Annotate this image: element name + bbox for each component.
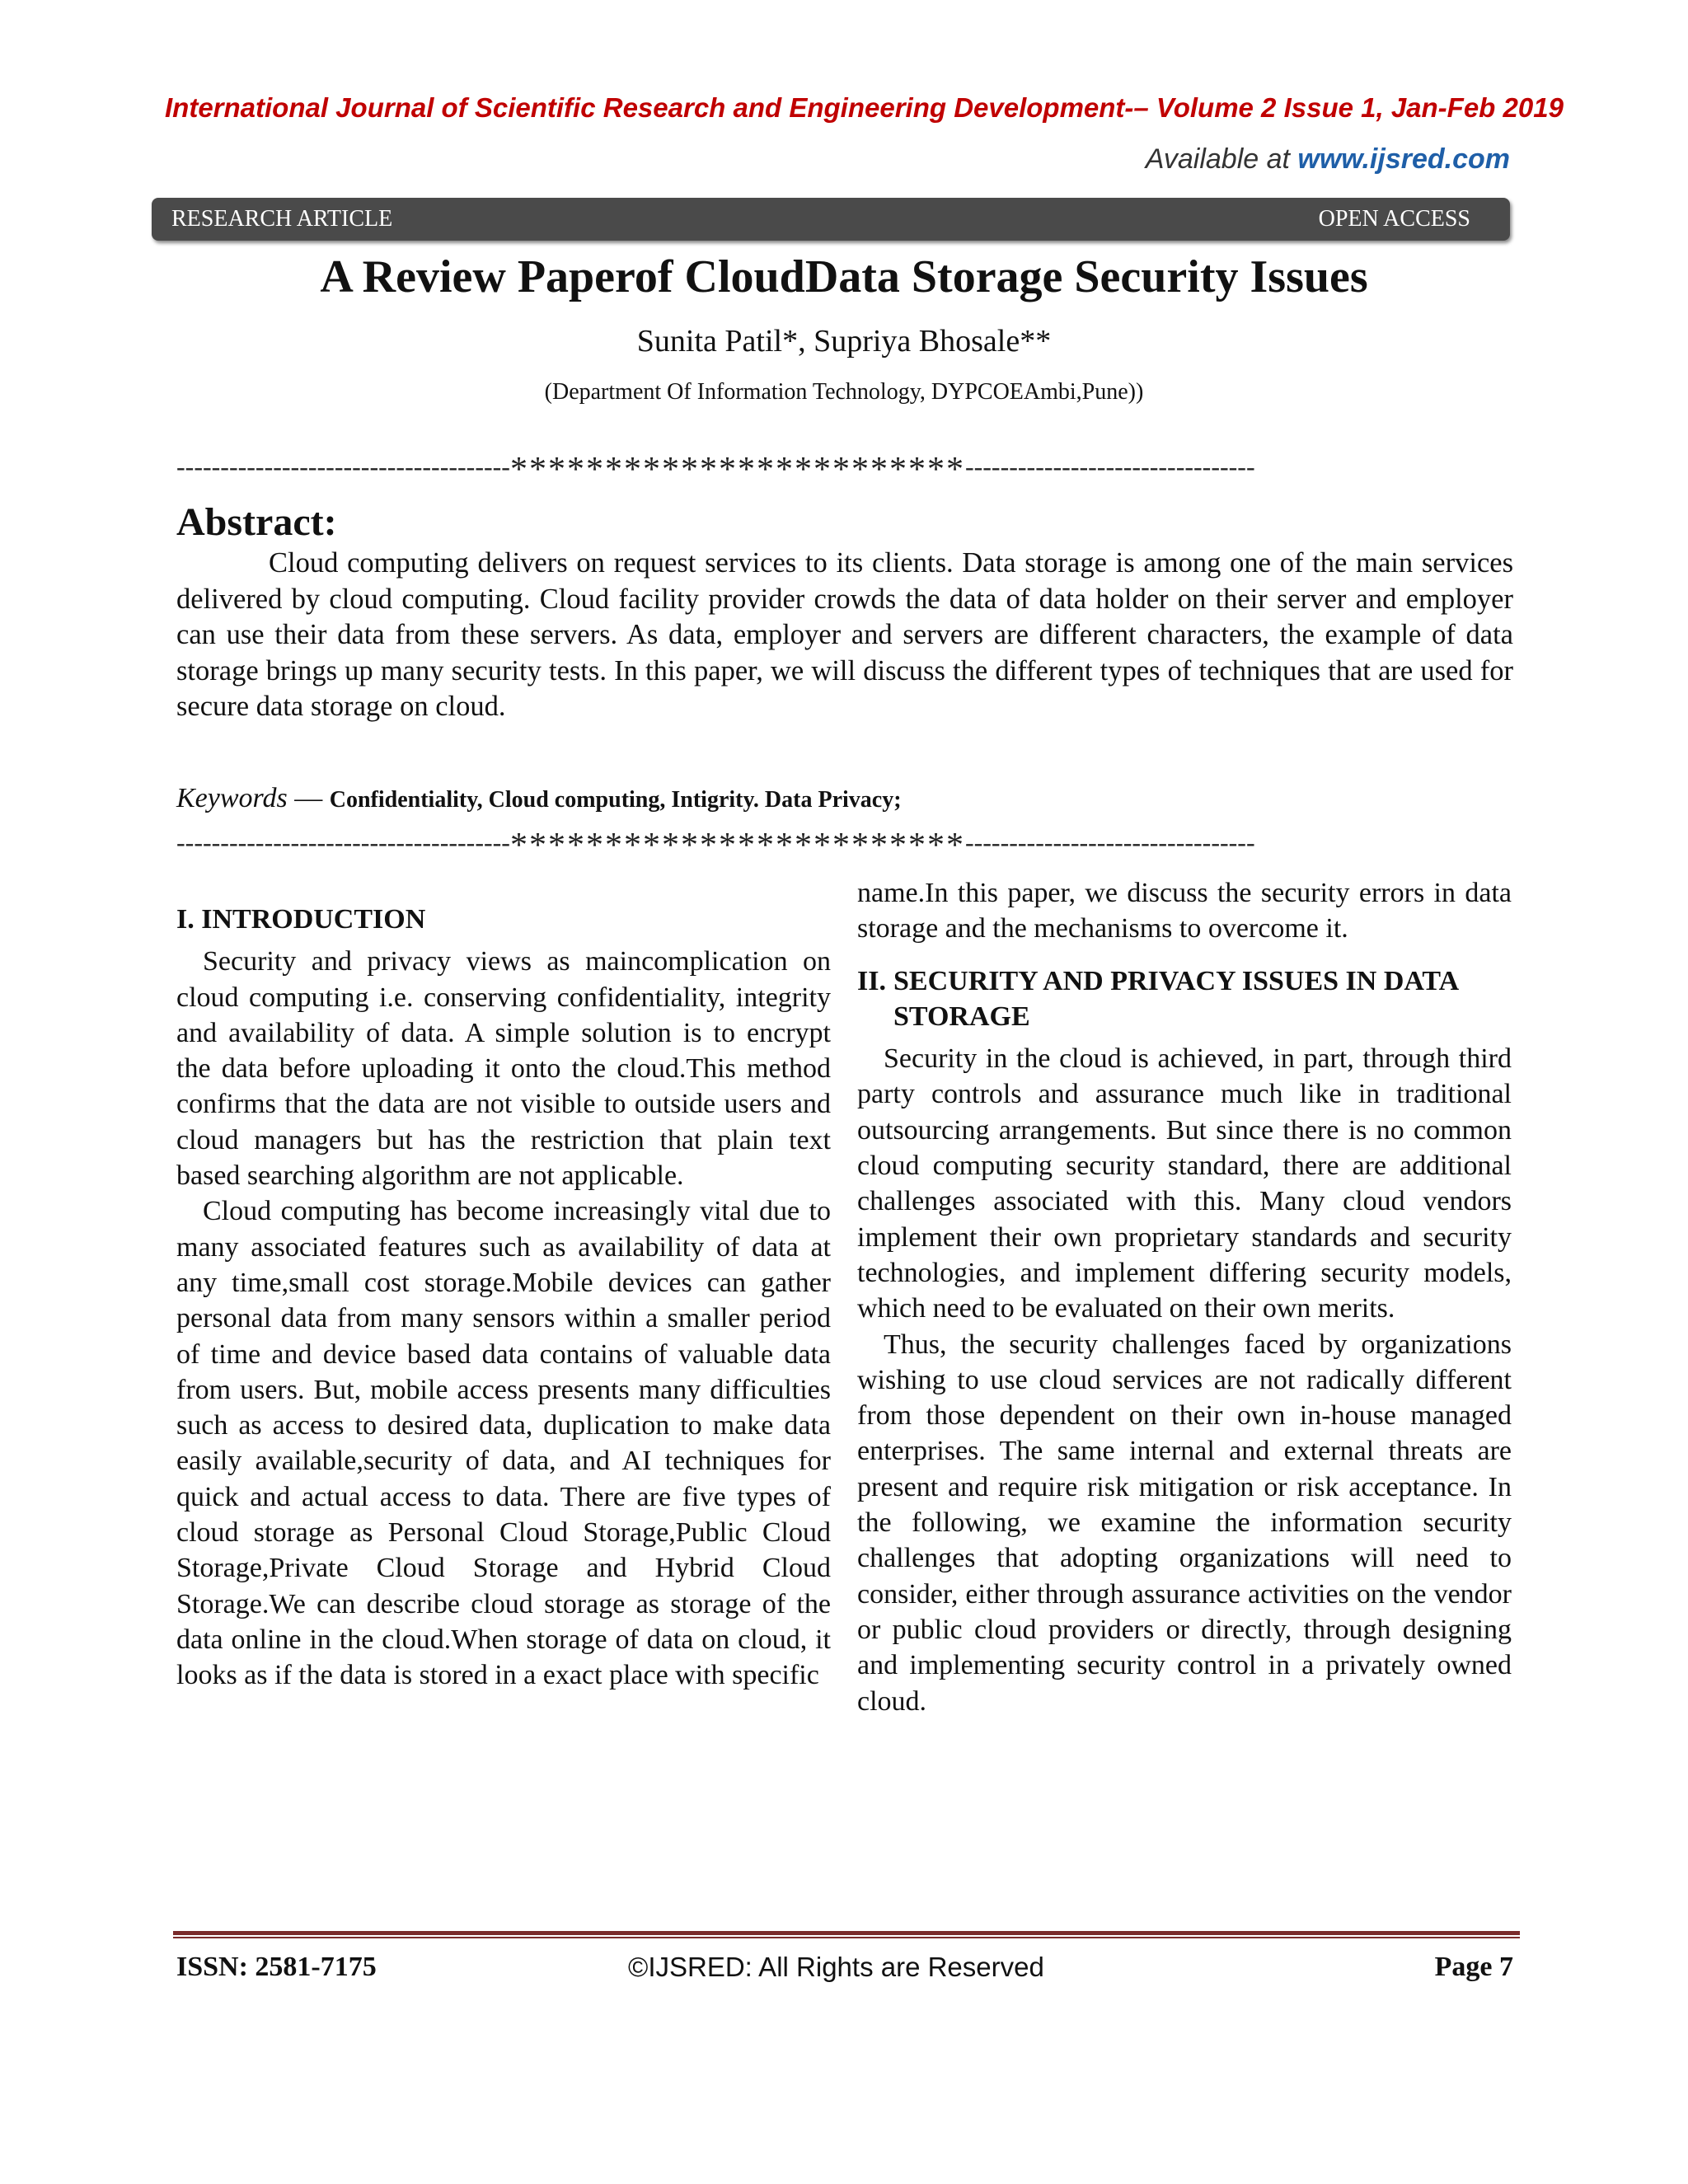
article-type-banner [152,198,1510,241]
intro-paragraph-1: Security and privacy views as maincomplication on cloud computing i.e. conserving confidentiality, integrity and availability of data. A simple solution is to encrypt the data before uploading it onto the cloud.This method confirms that the data are not visible to outside users and cloud managers but has the restriction that plain text based searching algorithm are not applicable. [176,946,831,1192]
paper-title: A Review Paperof CloudData Storage Security Issues [320,251,1368,302]
section-heading-security [857,963,1512,1035]
section-title: SECURITY AND PRIVACY ISSUES IN DATA STORAGE [893,965,1458,1032]
keywords-label: Keywords [176,783,288,813]
section-heading-introduction: I. INTRODUCTION [176,904,426,935]
footer-rule-thin [173,1937,1520,1938]
footer-rule [173,1931,1520,1935]
open-access-label: OPEN ACCESS [1318,206,1470,232]
journal-header: International Journal of Scientific Research and Engineering Development-– Volume 2 Issue 1, Jan-Feb 2019 [165,92,1564,123]
availability-line [1146,143,1510,176]
footer-copyright: ©IJSRED: All Rights are Reserved [628,1952,1044,1982]
footer-page-number: Page 7 [1434,1952,1513,1982]
separator-top [176,450,1512,483]
right-column [857,875,1512,1719]
abstract-text: Cloud computing delivers on request services to its clients. Data storage is among one of the main services delivered by cloud computing. Cloud facility provider crowds the data of data holder on their server and employer can use their data from these servers. As data, employer and servers are different characters, the example of data storage brings up many security tests. In this paper, we will discuss the different types of techniques that are used for secure data storage on cloud. [176,547,1513,722]
separator-dashes-right: --------------------------------- [964,827,1255,857]
keywords-value: Confidentiality, Cloud computing, Intigrity. Data Privacy; [329,787,902,813]
separator-stars: ************************ [509,827,965,859]
abstract-heading: Abstract: [176,500,337,544]
research-article-label: RESEARCH ARTICLE [171,206,393,232]
section-number: II. [857,965,886,996]
separator-dashes-right: --------------------------------- [964,452,1255,481]
journal-url-link[interactable]: www.ijsred.com [1297,143,1510,175]
available-prefix: Available at [1145,143,1298,175]
separator-bottom [176,826,1512,859]
separator-stars: ************************ [509,451,965,483]
author-affiliation: (Department Of Information Technology, DYPCOEAmbi,Pune)) [544,379,1144,405]
keywords-dash: — [287,783,330,813]
intro-paragraph-2: Cloud computing has become increasingly vital due to many associated features such as availability of data at any time,small cost storage.Mobile devices can gather personal data from many sensors within a smaller period of time and device based data contains of valuable data from users. But, mobile access presents many difficulties such as access to desired data, duplication to make data easily available,security of data, and AI techniques for quick and actual access to data. There are five types of cloud storage as Personal Cloud Storage,Public Cloud Storage,Private Cloud Storage and Hybrid Cloud Storage.We can describe cloud storage as storage of the data online in the cloud.When storage of data on cloud, it looks as if the data is stored in a exact place with specific [176,1196,831,1691]
separator-dashes-left: -------------------------------------- [176,827,510,857]
intro-continuation: name.In this paper, we discuss the security errors in data storage and the mechanisms to overcome it. [857,878,1512,944]
security-paragraph-1: Security in the cloud is achieved, in part, through third party controls and assurance much like in traditional outsourcing arrangements. But since there is no common cloud computing security standard, there are additional challenges associated with this. Many cloud vendors implement their own proprietary standards and security technologies, and implement differing security models, which need to be evaluated on their own merits. [857,1043,1512,1324]
keywords-line [176,783,1513,814]
paper-authors: Sunita Patil*, Supriya Bhosale** [636,324,1052,359]
left-column [176,902,831,1694]
security-paragraph-2: Thus, the security challenges faced by organizations wishing to use cloud services are not radically different from those dependent on their own in-house managed enterprises. The same internal and external threats are present and require risk mitigation or risk acceptance. In the following, we examine the information security challenges that adopting organizations will need to consider, either through assurance activities on the vendor or public cloud providers or directly, through designing and implementing security control in a privately owned cloud. [857,1329,1512,1717]
footer-issn: ISSN: 2581-7175 [176,1952,377,1982]
separator-dashes-left: -------------------------------------- [176,452,510,481]
abstract-body [176,546,1513,725]
